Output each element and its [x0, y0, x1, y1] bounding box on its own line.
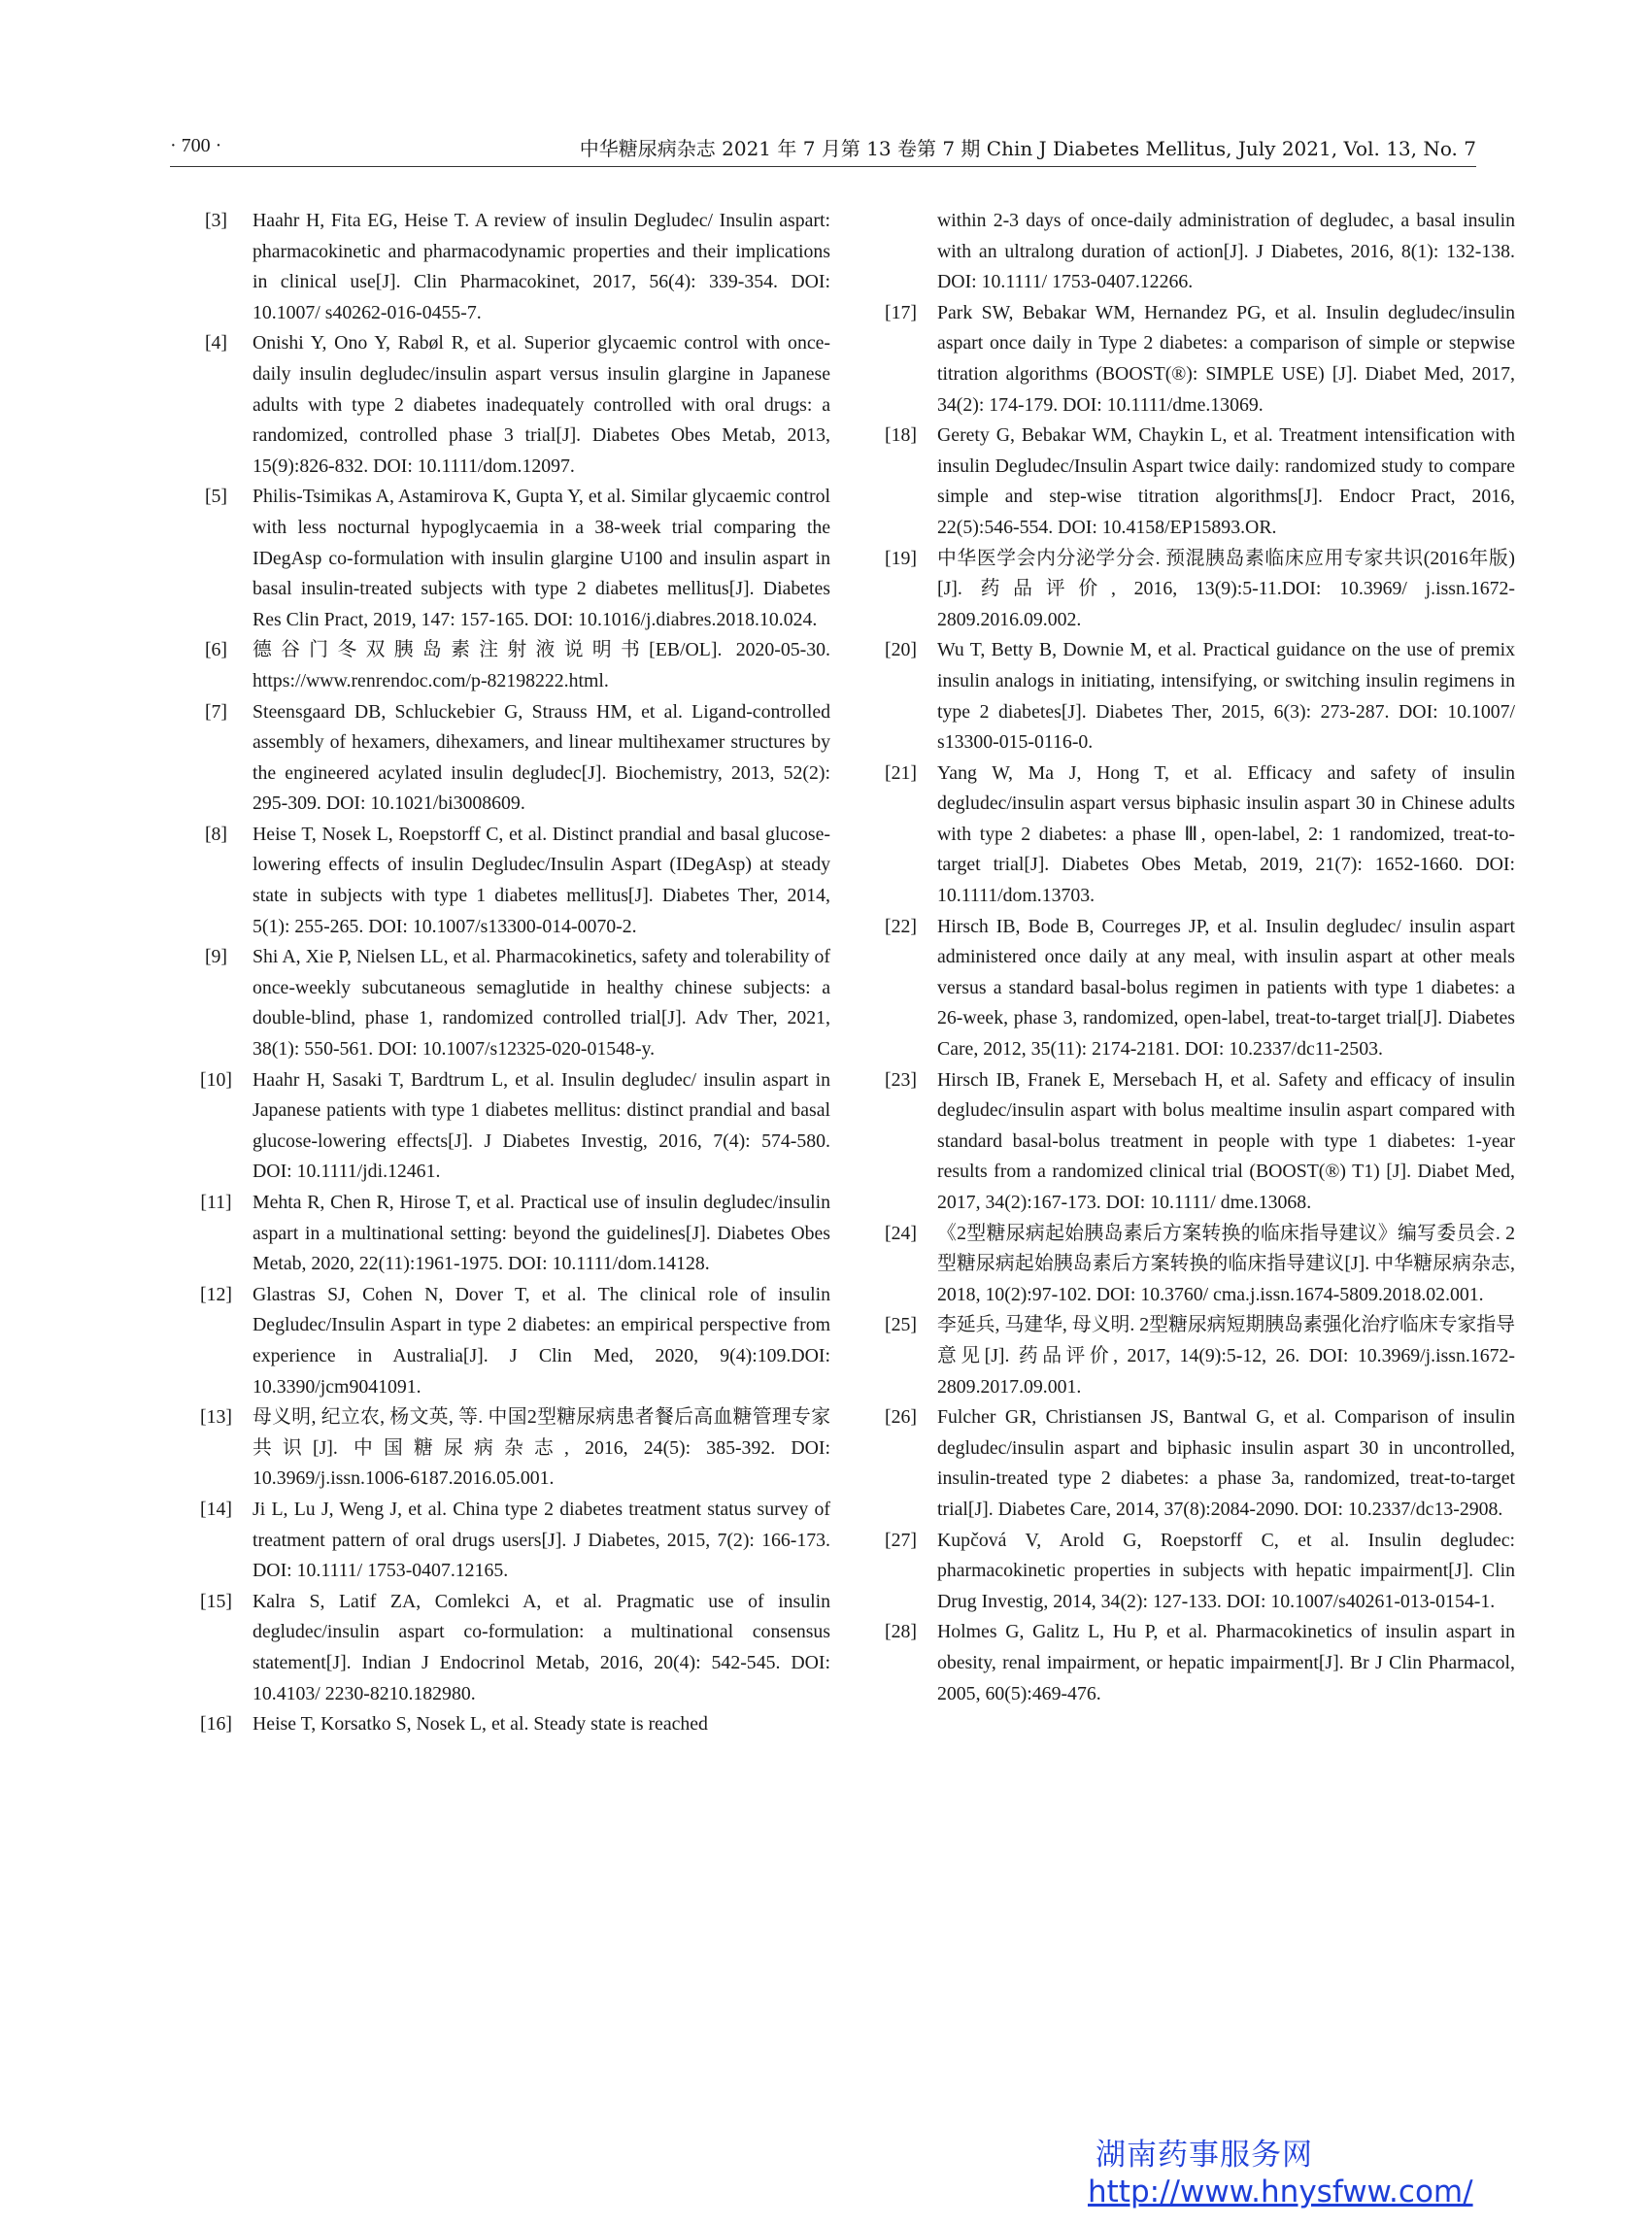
- reference-number: [9]: [204, 946, 228, 968]
- reference-number: [21]: [885, 761, 917, 784]
- reference-number: [10]: [200, 1068, 232, 1091]
- reference-entry: [864, 1219, 1515, 1311]
- reference-entry: [180, 1402, 830, 1495]
- reference-text: 中华医学会内分泌学分会. 预混胰岛素临床应用专家共识(2016年版)[J]. 药品评价, 2016, 13(9):5-11.DOI: 10.3969/ j.issn.1672-2809.2016.09.002.: [937, 547, 1515, 630]
- reference-text: 《2型糖尿病起始胰岛素后方案转换的临床指导建议》编写委员会. 2型糖尿病起始胰岛素后方案转换的临床指导建议[J]. 中华糖尿病杂志, 2018, 10(2):97-102. DOI: 10.3760/ cma.j.issn.1674-5809.2018.02.001.: [937, 1222, 1515, 1305]
- reference-text: Gerety G, Bebakar WM, Chaykin L, et al. Treatment intensification with insulin Degludec/Insulin Aspart twice daily: randomized study to compare simple and step-wise titration algorithms[J]. Endocr Pract, 2016, 22(5):546-554. DOI: 10.4158/EP15893.OR.: [937, 424, 1515, 538]
- reference-text: Heise T, Nosek L, Roepstorff C, et al. Distinct prandial and basal glucose-lowering effects of insulin Degludec/Insulin Aspart (IDegAsp) at steady state in subjects with type 1 diabetes mellitus[J]. Diabetes Ther, 2014, 5(1): 255-265. DOI: 10.1007/s13300-014-0070-2.: [253, 823, 830, 937]
- reference-text: Mehta R, Chen R, Hirose T, et al. Practical use of insulin degludec/insulin aspart in a multinational setting: beyond the guidelines[J]. Diabetes Obes Metab, 2020, 22(11):1961-1975. DOI: 10.1111/dom.14128.: [253, 1192, 830, 1275]
- reference-entry: [180, 635, 830, 696]
- reference-column-right: [864, 206, 1515, 1709]
- reference-entry: [864, 206, 1515, 298]
- reference-entry: [180, 697, 830, 820]
- reference-text: Kalra S, Latif ZA, Comlekci A, et al. Pragmatic use of insulin degludec/insulin aspart co-formulation: a multinational consensus statement[J]. Indian J Endocrinol Metab, 2016, 20(4): 542-545. DOI: 10.4103/ 2230-8210.182980.: [253, 1590, 830, 1704]
- site-watermark: [1088, 2137, 1473, 2210]
- reference-entry: [864, 759, 1515, 912]
- reference-number: [28]: [885, 1621, 917, 1643]
- reference-number: [24]: [885, 1222, 917, 1244]
- reference-text: 德谷门冬双胰岛素注射液说明书[EB/OL]. 2020-05-30. https://www.renrendoc.com/p-82198222.html.: [253, 639, 830, 691]
- reference-text: Yang W, Ma J, Hong T, et al. Efficacy and safety of insulin degludec/insulin aspart versus biphasic insulin aspart 30 in Chinese adults with type 2 diabetes: a phase Ⅲ, open-label, 2: 1 randomized, treat-to-target trial[J]. Diabetes Obes Metab, 2019, 21(7): 1652-1660. DOI: 10.1111/dom.13703.: [937, 761, 1515, 907]
- journal-running-title: 中华糖尿病杂志 2021 年 7 月第 13 卷第 7 期 Chin J Diabetes Mellitus, July 2021, Vol. 13, No. 7: [579, 137, 1476, 160]
- reference-entry: [180, 1587, 830, 1709]
- reference-number: [16]: [200, 1713, 232, 1736]
- reference-text: within 2-3 days of once-daily administration of degludec, a basal insulin with an ultralong duration of action[J]. J Diabetes, 2016, 8(1): 132-138. DOI: 10.1111/ 1753-0407.12266.: [937, 210, 1515, 293]
- reference-number: [15]: [200, 1590, 232, 1612]
- reference-number: [20]: [885, 639, 917, 661]
- reference-entry: [180, 206, 830, 328]
- reference-number: [3]: [204, 210, 228, 231]
- reference-text: 母义明, 纪立农, 杨文英, 等. 中国2型糖尿病患者餐后高血糖管理专家共识[J]. 中国糖尿病杂志, 2016, 24(5): 385-392. DOI: 10.3969/j.issn.1006-6187.2016.05.001.: [253, 1406, 830, 1490]
- reference-number: [18]: [885, 424, 917, 447]
- reference-number: [26]: [885, 1406, 917, 1429]
- reference-entry: [864, 1526, 1515, 1618]
- reference-text: Haahr H, Sasaki T, Bardtrum L, et al. Insulin degludec/ insulin aspart in Japanese patients with type 1 diabetes mellitus: distinct prandial and basal glucose-lowering effects[J]. J Diabetes Investig, 2016, 7(4): 574-580. DOI: 10.1111/jdi.12461.: [253, 1068, 830, 1183]
- reference-entry: [864, 635, 1515, 758]
- reference-text: Wu T, Betty B, Downie M, et al. Practical guidance on the use of premix insulin analogs in initiating, intensifying, or switching insulin regimens in type 2 diabetes[J]. Diabetes Ther, 2015, 6(3): 273-287. DOI: 10.1007/ s13300-015-0116-0.: [937, 639, 1515, 754]
- reference-text: Holmes G, Galitz L, Hu P, et al. Pharmacokinetics of insulin aspart in obesity, renal impairment, or hepatic impairment[J]. Br J Clin Pharmacol, 2005, 60(5):469-476.: [937, 1621, 1515, 1704]
- reference-number: [25]: [885, 1314, 917, 1336]
- reference-entry: [180, 328, 830, 482]
- reference-entry: [864, 544, 1515, 636]
- reference-number: [27]: [885, 1529, 917, 1551]
- reference-entry: [864, 1065, 1515, 1219]
- reference-number: [8]: [204, 823, 228, 845]
- reference-number: [22]: [885, 915, 917, 937]
- reference-text: Hirsch IB, Franek E, Mersebach H, et al. Safety and efficacy of insulin degludec/insulin aspart with bolus mealtime insulin aspart compared with standard basal-bolus treatment in people with type 1 diabetes: 1-year results from a randomized clinical trial (BOOST(®) T1) [J]. Diabet Med, 2017, 34(2):167-173. DOI: 10.1111/ dme.13068.: [937, 1068, 1515, 1213]
- reference-entry: [864, 1310, 1515, 1402]
- reference-text: Haahr H, Fita EG, Heise T. A review of insulin Degludec/ Insulin aspart: pharmacokinetic and pharmacodynamic properties and their implications in clinical use[J]. Clin Pharmacokinet, 2017, 56(4): 339-354. DOI: 10.1007/ s40262-016-0455-7.: [253, 210, 830, 323]
- reference-text: Glastras SJ, Cohen N, Dover T, et al. The clinical role of insulin Degludec/Insulin Aspart in type 2 diabetes: an empirical perspective from experience in Australia[J]. J Clin Med, 2020, 9(4):109.DOI: 10.3390/jcm9041091.: [253, 1283, 830, 1398]
- reference-number: [7]: [204, 700, 228, 723]
- reference-text: Hirsch IB, Bode B, Courreges JP, et al. Insulin degludec/ insulin aspart administered once daily at any meal, with insulin aspart at other meals versus a standard basal-bolus regimen in patients with type 1 diabetes: a 26-week, phase 3, randomized, open-label, treat-to-target trial[J]. Diabetes Care, 2012, 35(11): 2174-2181. DOI: 10.2337/dc11-2503.: [937, 915, 1515, 1061]
- reference-number: [6]: [204, 639, 228, 661]
- reference-number: [23]: [885, 1068, 917, 1091]
- reference-entry: [864, 1402, 1515, 1525]
- reference-text: 李延兵, 马建华, 母义明. 2型糖尿病短期胰岛素强化治疗临床专家指导意见[J]. 药品评价, 2017, 14(9):5-12, 26. DOI: 10.3969/j.issn.1672-2809.2017.09.001.: [937, 1314, 1515, 1398]
- reference-number: [14]: [200, 1498, 232, 1520]
- watermark-url-link[interactable]: http://www.hnysfww.com/: [1088, 2174, 1473, 2209]
- reference-text: Kupčová V, Arold G, Roepstorff C, et al. Insulin degludec: pharmacokinetic properties in subjects with hepatic impairment[J]. Clin Drug Investig, 2014, 34(2): 127-133. DOI: 10.1007/s40261-013-0154-1.: [937, 1529, 1515, 1612]
- reference-entry: [180, 1280, 830, 1402]
- reference-entry: [180, 1709, 830, 1740]
- reference-entry: [864, 298, 1515, 421]
- reference-entry: [180, 1188, 830, 1280]
- reference-entry: [864, 1617, 1515, 1709]
- reference-entry: [180, 942, 830, 1064]
- page-header: [170, 131, 1476, 167]
- reference-text: Onishi Y, Ono Y, Rabøl R, et al. Superior glycaemic control with once-daily insulin degludec/insulin aspart versus insulin glargine in Japanese adults with type 2 diabetes inadequately controlled with oral drugs: a randomized, controlled phase 3 trial[J]. Diabetes Obes Metab, 2013, 15(9):826-832. DOI: 10.1111/dom.12097.: [253, 332, 830, 477]
- reference-entry: [180, 820, 830, 942]
- reference-text: Steensgaard DB, Schluckebier G, Strauss HM, et al. Ligand-controlled assembly of hexamers, dihexamers, and linear multihexamer structures by the engineered acylated insulin degludec[J]. Biochemistry, 2013, 52(2): 295-309. DOI: 10.1021/bi3008609.: [253, 700, 830, 815]
- watermark-site-name: 湖南药事服务网: [1096, 2138, 1313, 2173]
- reference-number: [19]: [885, 547, 917, 569]
- page-number: · 700 ·: [170, 135, 222, 156]
- reference-entry: [180, 1065, 830, 1188]
- reference-number: [13]: [200, 1406, 232, 1429]
- reference-text: Shi A, Xie P, Nielsen LL, et al. Pharmacokinetics, safety and tolerability of once-weekly subcutaneous semaglutide in healthy chinese subjects: a double-blind, phase 1, randomized controlled trial[J]. Adv Ther, 2021, 38(1): 550-561. DOI: 10.1007/s12325-020-01548-y.: [253, 946, 830, 1061]
- reference-entry: [864, 421, 1515, 543]
- reference-entry: [180, 1495, 830, 1587]
- reference-text: Heise T, Korsatko S, Nosek L, et al. Steady state is reached: [253, 1713, 708, 1736]
- reference-number: [11]: [200, 1192, 232, 1213]
- reference-entry: [180, 482, 830, 635]
- reference-text: Park SW, Bebakar WM, Hernandez PG, et al. Insulin degludec/insulin aspart once daily in Type 2 diabetes: a comparison of simple or stepwise titration algorithms (BOOST(®): SIMPLE USE) [J]. Diabet Med, 2017, 34(2): 174-179. DOI: 10.1111/dme.13069.: [937, 301, 1515, 416]
- reference-text: Fulcher GR, Christiansen JS, Bantwal G, et al. Comparison of insulin degludec/insulin aspart and biphasic insulin aspart 30 in uncontrolled, insulin-treated type 2 diabetes: a phase 3a, randomized, treat-to-target trial[J]. Diabetes Care, 2014, 37(8):2084-2090. DOI: 10.2337/dc13-2908.: [937, 1406, 1515, 1520]
- reference-text: Ji L, Lu J, Weng J, et al. China type 2 diabetes treatment status survey of treatment pattern of oral drugs users[J]. J Diabetes, 2015, 7(2): 166-173. DOI: 10.1111/ 1753-0407.12165.: [253, 1498, 830, 1582]
- reference-column-left: [180, 206, 830, 1740]
- reference-text: Philis-Tsimikas A, Astamirova K, Gupta Y, et al. Similar glycaemic control with less nocturnal hypoglycaemia in a 38-week trial comparing the IDegAsp co-formulation with insulin glargine U100 and insulin aspart in basal insulin-treated subjects with type 2 diabetes mellitus[J]. Diabetes Res Clin Pract, 2019, 147: 157-165. DOI: 10.1016/j.diabres.2018.10.024.: [253, 486, 830, 630]
- reference-number: [17]: [885, 301, 917, 323]
- reference-number: [5]: [204, 486, 228, 508]
- reference-number: [12]: [200, 1283, 232, 1305]
- reference-entry: [864, 912, 1515, 1065]
- reference-number: [4]: [204, 332, 228, 354]
